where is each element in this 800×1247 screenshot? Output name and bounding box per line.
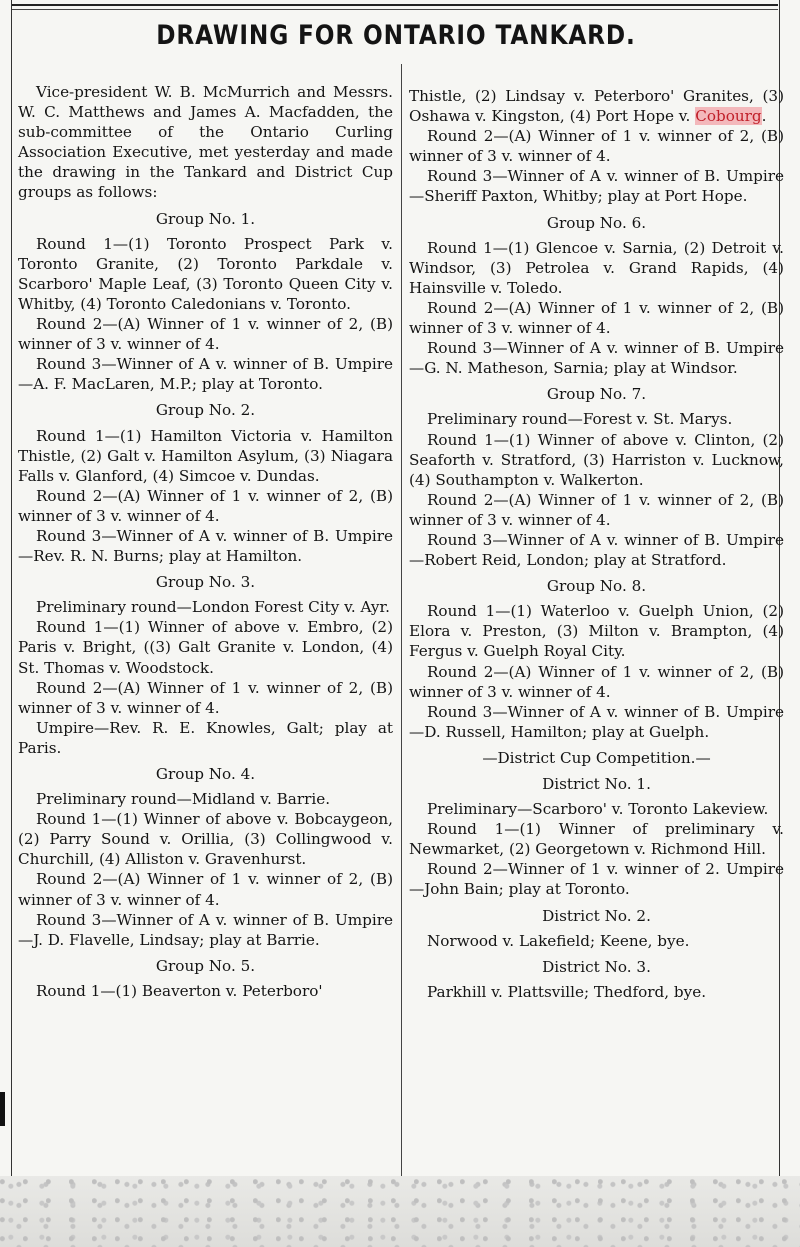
paragraph: Preliminary round—London Forest City v. Ayr. — [36, 598, 390, 617]
section-heading: —District Cup Competition.— — [482, 748, 711, 767]
paragraph: Preliminary round—Midland v. Barrie. — [36, 790, 331, 809]
paragraph: Round 3—Winner of A v. winner of B. Umpire—Sheriff Paxton, Whitby; play at Port Hope. — [409, 167, 784, 206]
paragraph: Preliminary—Scarboro' v. Toronto Lakeview. — [427, 800, 769, 819]
paragraph: Round 2—(A) Winner of 1 v. winner of 2, (B) winner of 3 v. winner of 4. — [18, 486, 393, 525]
section-heading: Group No. 7. — [546, 385, 647, 404]
section-heading: Group No. 3. — [155, 573, 256, 592]
margin-mark — [0, 1092, 5, 1126]
section-heading: District No. 2. — [542, 906, 651, 925]
paragraph: Round 3—Winner of A v. winner of B. Umpire—D. Russell, Hamilton; play at Guelph. — [409, 702, 784, 741]
section-heading: Group No. 1. — [155, 209, 256, 228]
paragraph: Round 3—Winner of A v. winner of B. Umpire—A. F. MacLaren, M.P.; play at Toronto. — [18, 355, 393, 394]
paragraph: Umpire—Rev. R. E. Knowles, Galt; play at Paris. — [18, 718, 393, 757]
paragraph: Round 1—(1) Toronto Prospect Park v. Toronto Granite, (2) Toronto Parkdale v. Scarboro' Maple Leaf, (3) Toronto Queen City v. Whitby, (4) Toronto Caledonians v. Toronto. — [18, 234, 393, 313]
continuation-text-before: Thistle, (2) Lindsay v. Peterboro' Granites, (3) Oshawa v. Kingston, (4) Port Hope v. — [409, 87, 784, 126]
paragraph: Round 2—(A) Winner of 1 v. winner of 2, (B) winner of 3 v. winner of 4. — [409, 298, 784, 338]
paragraph: Round 1—(1) Waterloo v. Guelph Union, (2) Elora v. Preston, (3) Milton v. Brampton, (4) Fergus v. Guelph Royal City. — [409, 602, 784, 661]
paragraph: Round 1—(1) Winner of preliminary v. Newmarket, (2) Georgetown v. Richmond Hill. — [409, 820, 784, 859]
column-divider — [401, 64, 402, 1184]
paragraph: Round 2—(A) Winner of 1 v. winner of 2, (B) winner of 3 v. winner of 4. — [409, 490, 784, 529]
section-heading: Group No. 2. — [155, 401, 256, 420]
paragraph: Vice-president W. B. McMurrich and Messrs. W. C. Matthews and James A. Macfadden, the sub-committee of the Ontario Curling Association Executive, met yesterday and made the drawing in the Tankard and District Cup groups as follows: — [18, 83, 393, 202]
paragraph: Round 1—(1) Glencoe v. Sarnia, (2) Detroit v. Windsor, (3) Petrolea v. Grand Rapids, (4) Hainsville v. Toledo. — [409, 238, 784, 297]
paragraph: Round 2—(A) Winner of 1 v. winner of 2, (B) winner of 3 v. winner of 4. — [409, 127, 784, 166]
section-heading: Group No. 8. — [546, 577, 647, 596]
paragraph: Round 3—Winner of A v. winner of B. Umpire—J. D. Flavelle, Lindsay; play at Barrie. — [18, 910, 393, 949]
paragraph: Round 3—Winner of A v. winner of B. Umpire—Robert Reid, London; play at Stratford. — [409, 530, 784, 570]
paragraph: Round 2—(A) Winner of 1 v. winner of 2, (B) winner of 3 v. winner of 4. — [18, 870, 393, 909]
section-heading: Group No. 4. — [155, 765, 256, 783]
continuation-text-after: . — [761, 107, 767, 126]
paragraph: Parkhill v. Plattsville; Thedford, bye. — [427, 982, 707, 1001]
torn-bottom-edge — [0, 1176, 800, 1247]
section-heading: Group No. 5. — [155, 956, 256, 975]
section-heading: District No. 1. — [542, 775, 651, 793]
right-column-body — [409, 126, 784, 1002]
article-headline: DRAWING FOR ONTARIO TANKARD. — [156, 20, 636, 51]
paragraph: Round 1—(1) Winner of above v. Embro, (2) Paris v. Bright, ((3) Galt Granite v. London, (4) St. Thomas v. Woodstock. — [18, 618, 393, 677]
paragraph: Round 3—Winner of A v. winner of B. Umpire—Rev. R. N. Burns; play at Hamilton. — [18, 526, 393, 566]
top-rule-thin — [12, 9, 778, 10]
paragraph: Round 1—(1) Winner of above v. Clinton, (2) Seaforth v. Stratford, (3) Harriston v. Lucknow, (4) Southampton v. Walkerton. — [409, 430, 784, 489]
paragraph: Round 2—(A) Winner of 1 v. winner of 2, (B) winner of 3 v. winner of 4. — [18, 678, 393, 717]
paragraph: Round 1—(1) Hamilton Victoria v. Hamilton Thistle, (2) Galt v. Hamilton Asylum, (3) Niagara Falls v. Glanford, (4) Simcoe v. Dundas. — [18, 426, 393, 485]
right-column-continuation — [409, 86, 784, 126]
section-heading: District No. 3. — [542, 957, 651, 976]
paragraph: Round 2—(A) Winner of 1 v. winner of 2, (B) winner of 3 v. winner of 4. — [409, 662, 784, 701]
paragraph: Round 2—Winner of 1 v. winner of 2. Umpire—John Bain; play at Toronto. — [409, 860, 784, 899]
top-rule — [12, 4, 778, 6]
paragraph: Round 1—(1) Winner of above v. Bobcaygeon, (2) Parry Sound v. Orillia, (3) Collingwood v. Churchill, (4) Alliston v. Gravenhurst. — [18, 810, 393, 869]
paragraph: Norwood v. Lakefield; Keene, bye. — [427, 931, 690, 950]
section-heading: Group No. 6. — [546, 213, 647, 232]
left-border-rule — [11, 0, 12, 1247]
highlighted-word: Cobourg — [695, 107, 762, 126]
paragraph: Round 2—(A) Winner of 1 v. winner of 2, (B) winner of 3 v. winner of 4. — [18, 315, 393, 354]
paragraph: Round 1—(1) Beaverton v. Peterboro' — [36, 981, 323, 1000]
paragraph: Round 3—Winner of A v. winner of B. Umpire—G. N. Matheson, Sarnia; play at Windsor. — [409, 339, 784, 378]
right-column — [409, 86, 784, 1002]
paragraph: Preliminary round—Forest v. St. Marys. — [427, 410, 733, 429]
left-column — [18, 82, 393, 1001]
